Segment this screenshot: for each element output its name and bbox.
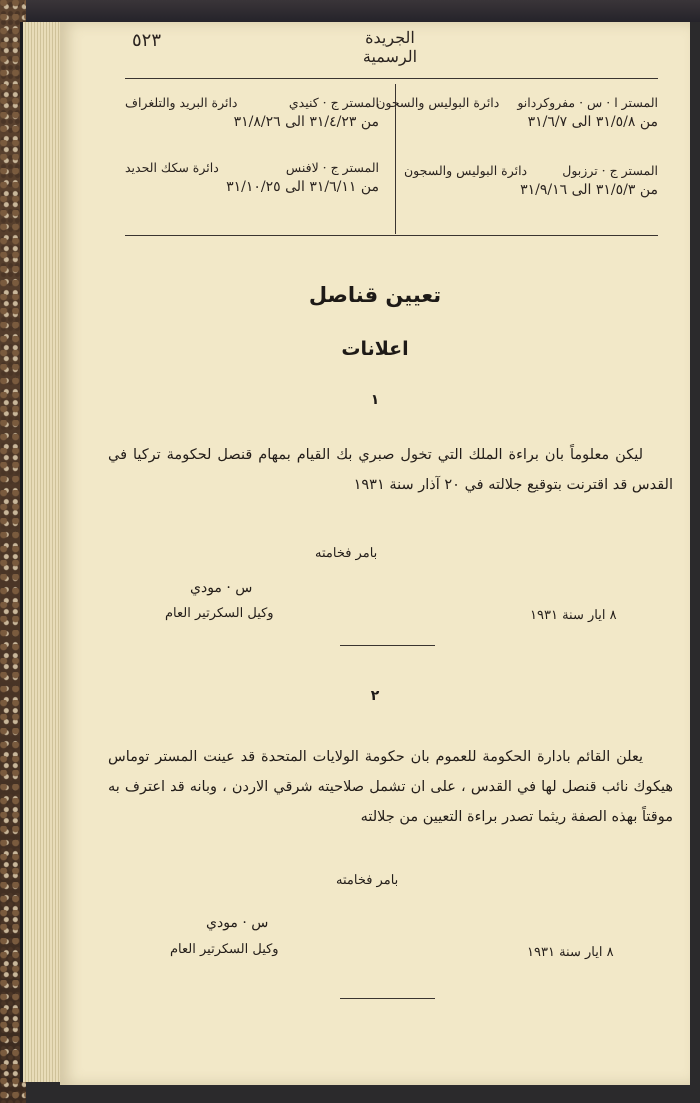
section-title: تعيين قناصل	[308, 283, 442, 307]
appointment-department: دائرة البريد والتلغراف	[125, 95, 238, 110]
notice-text: ليكن معلوماً بان براءة الملك التي تخول صبري بك القيام بمهام قنصل لحكومة تركيا في القدس قد اقترنت بتوقيع جلالته في ٢٠ آذار سنة ١٩٣١	[108, 447, 673, 493]
appointment-name: المستر ج · ترزبول	[562, 163, 658, 178]
signatory-title: وكيل السكرتير العام	[165, 606, 274, 621]
appointment-name: المستر ج · كنيدي	[288, 95, 379, 110]
appointment-period: من ٣١/٤/٢٣ الى ٣١/٨/٢٦	[233, 114, 379, 130]
appointment-cell	[125, 95, 379, 130]
notices-subtitle: اعلانات	[341, 338, 409, 360]
notice-number: ١	[370, 392, 380, 408]
notice-text: يعلن القائم بادارة الحكومة للعموم بان حكومة الولايات المتحدة قد عينت المستر توماس هيكوك نائب قنصل لها في القدس ، على ان تشمل صلاحيته شرقي الاردن ، وبانه قد اعترف به موقتاً بهذه الصفة ريثما تصدر براءة التعيين من جلالته	[108, 749, 673, 825]
appointment-name: المستر ا · س · مفروكردانو	[517, 95, 658, 110]
notice-separator	[340, 998, 435, 999]
signatory-name: س · مودي	[190, 580, 253, 596]
header-rule	[125, 78, 658, 79]
appointment-department: دائرة البوليس والسجون	[376, 95, 500, 110]
by-order: بامر فخامته	[315, 546, 378, 561]
signatory-title: وكيل السكرتير العام	[170, 942, 279, 957]
appointment-department: دائرة سكك الحديد	[125, 160, 219, 175]
book-top-edge	[0, 0, 700, 22]
appointment-cell	[404, 163, 658, 198]
appointment-period: من ٣١/٦/١١ الى ٣١/١٠/٢٥	[226, 179, 379, 195]
page-number: ٥٢٣	[132, 30, 162, 51]
appointment-period: من ٣١/٥/٨ الى ٣١/٦/٧	[527, 114, 658, 130]
appointment-department: دائرة البوليس والسجون	[404, 163, 528, 178]
appointment-cell	[125, 160, 379, 195]
notice-date: ٨ ايار سنة ١٩٣١	[527, 945, 614, 960]
appointment-period: من ٣١/٥/٣ الى ٣١/٩/١٦	[520, 182, 658, 198]
journal-title: الجريدة الرسمية	[362, 28, 418, 66]
signatory-name: س · مودي	[206, 915, 269, 931]
table-bottom-rule	[125, 235, 658, 236]
by-order: بامر فخامته	[336, 873, 399, 888]
appointment-cell	[376, 95, 658, 130]
notice-number: ٢	[370, 688, 380, 704]
notice-separator	[340, 645, 435, 646]
notice-date: ٨ ايار سنة ١٩٣١	[530, 608, 617, 623]
appointment-name: المستر ج · لافنس	[285, 160, 379, 175]
